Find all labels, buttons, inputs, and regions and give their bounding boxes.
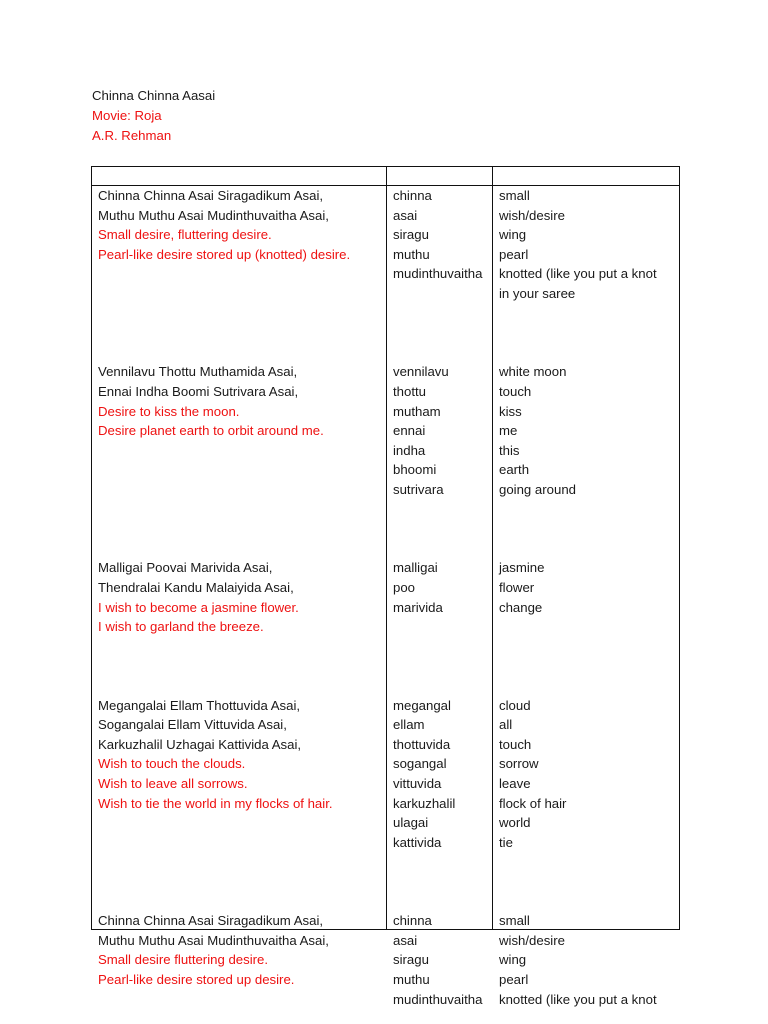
english-word: flower [499,579,535,595]
stanza-lyrics [98,911,380,1009]
tamil-word: mudinthuvaitha [393,266,483,282]
tamil-word: karkuzhalil [393,795,456,811]
translation-line: Pearl-like desire stored up desire. [98,971,295,987]
stanza-english-words [499,696,673,912]
lyric-line: Malligai Poovai Marivida Asai, [98,560,273,576]
tamil-word: chinna [393,913,432,929]
english-word: flock of hair [499,795,567,811]
english-word: going around [499,481,576,497]
tamil-word: chinna [393,188,432,203]
translation-line: Pearl-like desire stored up (knotted) desire. [98,246,351,262]
lyrics-column [92,186,387,987]
header-cell-lyrics [92,167,387,186]
movie-name: Movie: Roja [92,108,162,123]
english-word: in your saree [499,285,576,301]
tamil-word: bhoomi [393,462,437,478]
lyric-line: Ennai Indha Boomi Sutrivara Asai, [98,383,299,399]
tamil-word: thottu [393,383,426,399]
translation-line: Wish to touch the clouds. [98,756,246,772]
english-word: sorrow [499,756,539,772]
english-word: wing [499,952,527,968]
stanza-tamil-words [393,186,486,362]
english-word: leave [499,775,531,791]
tamil-word: asai [393,207,418,223]
tamil-word: marivida [393,599,443,615]
english-word: small [499,913,530,929]
lyric-line: Muthu Muthu Asai Mudinthuvaitha Asai, [98,207,329,223]
lyric-line: Muthu Muthu Asai Mudinthuvaitha Asai, [98,932,329,948]
stanza-english-words [499,911,673,1009]
translation-line: Desire planet earth to orbit around me. [98,423,324,439]
lyric-line: Sogangalai Ellam Vittuvida Asai, [98,717,287,733]
tamil-word: siragu [393,227,429,243]
tamil-word: malligai [393,560,438,576]
song-title: Chinna Chinna Aasai [92,88,216,103]
stanza-english-words [499,186,673,362]
tamil-word: asai [393,932,418,948]
stanza-tamil-words [393,362,486,558]
stanza-tamil-words [393,911,486,1009]
header-cell-tamil [387,167,493,186]
english-word: white moon [499,364,567,380]
english-word: tie [499,834,513,850]
stanza-lyrics [98,186,380,362]
tamil-word: mudinthuvaitha [393,991,483,1007]
translation-line: Wish to tie the world in my flocks of hair. [98,795,333,811]
tamil-word: sutrivara [393,481,444,497]
lyric-line: Chinna Chinna Asai Siragadikum Asai, [98,913,324,929]
translation-line: I wish to garland the breeze. [98,619,264,635]
english-word: all [499,717,513,733]
english-word: earth [499,462,530,478]
tamil-word: kattivida [393,834,442,850]
document-header [92,86,215,146]
lyric-line: Karkuzhalil Uzhagai Kattivida Asai, [98,736,302,752]
tamil-word: siragu [393,952,429,968]
header-cell-english [493,167,680,186]
english-word: touch [499,383,532,399]
english-word: cloud [499,697,531,713]
tamil-words-column [387,186,493,1007]
english-word: change [499,599,543,615]
lyric-line: Chinna Chinna Asai Siragadikum Asai, [98,188,324,203]
tamil-word: ennai [393,423,426,439]
english-word: pearl [499,971,529,987]
stanza-lyrics [98,558,380,695]
stanza-english-words [499,362,673,558]
english-word: jasmine [499,560,545,576]
table-body-row [92,186,680,930]
tamil-word: sogangal [393,756,447,772]
tamil-word: muthu [393,246,430,262]
stanza-tamil-words [393,558,486,695]
english-word: pearl [499,246,529,262]
tamil-word: muthu [393,971,430,987]
lyric-line: Thendralai Kandu Malaiyida Asai, [98,579,294,595]
tamil-word: ellam [393,717,425,733]
tamil-word: vittuvida [393,775,442,791]
english-word: small [499,188,530,203]
english-word: knotted (like you put a knot [499,991,657,1007]
english-word: wish/desire [499,932,565,948]
stanza-lyrics [98,362,380,558]
english-words-column [493,186,680,1007]
english-word: wing [499,227,527,243]
english-word: world [499,815,531,831]
tamil-word: thottuvida [393,736,451,752]
lyrics-table [91,166,680,1007]
tamil-word: poo [393,579,416,595]
stanza-lyrics [98,696,380,912]
composer-name: A.R. Rehman [92,128,172,143]
translation-line: Small desire, fluttering desire. [98,227,272,243]
stanza-english-words [499,558,673,695]
english-word: touch [499,736,532,752]
tamil-word: mutham [393,403,441,419]
translation-line: Small desire fluttering desire. [98,952,269,968]
english-word: wish/desire [499,207,565,223]
english-word: this [499,442,520,458]
tamil-word: megangal [393,697,451,713]
english-word: kiss [499,403,522,419]
english-word: me [499,423,518,439]
tamil-word: vennilavu [393,364,449,380]
translation-line: Wish to leave all sorrows. [98,775,248,791]
stanza-tamil-words [393,696,486,912]
tamil-word: indha [393,442,426,458]
translation-line: Desire to kiss the moon. [98,403,240,419]
lyric-line: Megangalai Ellam Thottuvida Asai, [98,697,301,713]
tamil-word: ulagai [393,815,429,831]
lyric-line: Vennilavu Thottu Muthamida Asai, [98,364,298,380]
table-header-row [92,167,680,186]
english-word: knotted (like you put a knot [499,266,657,282]
translation-line: I wish to become a jasmine flower. [98,599,299,615]
